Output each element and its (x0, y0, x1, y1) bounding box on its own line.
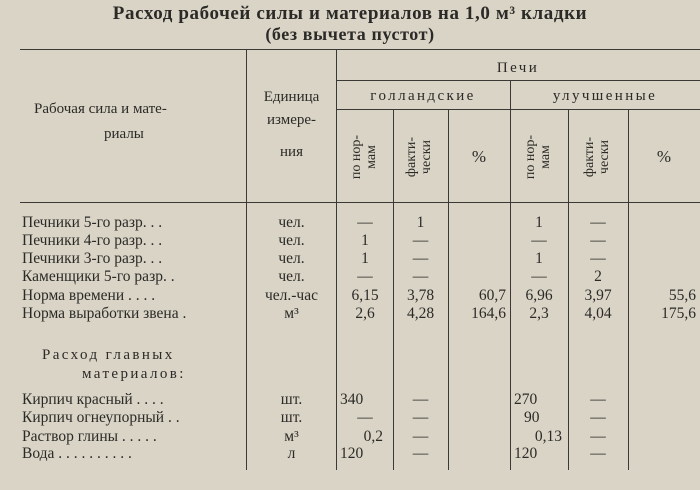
header-sub-improved: улучшенные (552, 88, 658, 104)
row-improved-norm: 1 (535, 214, 543, 231)
row-dutch-fact: — (412, 268, 429, 285)
header-dutch-norm: по нор- мам (349, 134, 379, 180)
table-row (0, 409, 700, 426)
row-unit: л (287, 445, 296, 462)
row-dutch-norm: 1 (361, 250, 369, 267)
materials-section-subtitle: материалов: (82, 366, 186, 382)
row-improved-norm: 6,96 (525, 287, 553, 304)
row-name: Вода . . . . . . . . . . (22, 445, 132, 462)
group-rule (336, 80, 700, 81)
row-unit: м³ (284, 428, 299, 445)
row-name: Печники 3-го разр. . . (22, 250, 163, 267)
table-row (0, 287, 700, 304)
row-dutch-fact: 1 (416, 214, 425, 231)
row-improved-norm: 2,3 (529, 305, 549, 322)
row-improved-pct: 55,6 (668, 287, 696, 304)
row-improved-norm: 270 (514, 391, 538, 408)
row-dutch-norm: 340 (340, 391, 364, 408)
row-name: Печники 4-го разр. . . (22, 232, 163, 249)
row-name: Норма выработки звена . (22, 305, 187, 322)
header-improved-norm: по нор- мам (523, 134, 553, 180)
row-name: Кирпич красный . . . . (22, 391, 164, 408)
header-improved-pct: % (656, 147, 672, 166)
row-improved-fact: 3,97 (584, 287, 612, 304)
row-improved-norm: 1 (535, 250, 543, 267)
table-row (0, 305, 700, 322)
table-subtitle: (без вычета пустот) (265, 24, 435, 44)
row-dutch-fact: — (412, 250, 429, 267)
row-unit: чел. (278, 250, 305, 267)
header-col2-line3: ния (280, 144, 303, 160)
row-dutch-norm: 2,6 (355, 305, 375, 322)
header-bottom-rule (20, 202, 700, 203)
table-row (0, 268, 700, 285)
header-col1-line2: риалы (104, 126, 144, 142)
materials-section-title: Расход главных (42, 347, 175, 363)
header-group-stoves: Печи (496, 60, 540, 76)
row-unit: чел.-час (264, 287, 318, 304)
subgroup-rule (336, 109, 700, 110)
row-improved-norm: — (531, 268, 547, 285)
row-dutch-pct: 60,7 (478, 287, 506, 304)
row-dutch-norm: 1 (361, 232, 369, 249)
row-unit: шт. (280, 409, 303, 426)
row-unit: м³ (284, 305, 299, 322)
row-improved-norm: — (531, 232, 547, 249)
row-name: Каменщики 5-го разр. . (22, 268, 175, 285)
row-dutch-fact: — (412, 409, 429, 426)
table-row (0, 445, 700, 462)
row-improved-fact: — (590, 428, 606, 445)
table-row (0, 250, 700, 267)
row-improved-fact: — (590, 445, 606, 462)
row-dutch-norm: — (357, 409, 373, 426)
table-title: Расход рабочей силы и материалов на 1,0 м³ кладки (112, 3, 588, 24)
row-improved-norm: 120 (514, 445, 538, 462)
row-dutch-fact: 4,28 (406, 305, 435, 322)
row-dutch-fact: — (412, 391, 429, 408)
row-name: Печники 5-го разр. . . (22, 214, 163, 231)
row-dutch-norm: — (357, 268, 373, 285)
row-dutch-norm: 0,2 (363, 428, 383, 445)
row-dutch-fact: — (412, 428, 429, 445)
table-row (0, 214, 700, 231)
table-row (0, 428, 700, 445)
header-sub-dutch: голландские (370, 88, 476, 104)
row-dutch-norm: — (357, 214, 373, 231)
row-improved-norm: 0,13 (534, 428, 562, 445)
row-improved-fact: — (590, 250, 606, 267)
row-dutch-norm: 120 (340, 445, 364, 462)
row-dutch-norm: 6,15 (351, 287, 379, 304)
header-improved-fact: факти- чески (582, 136, 612, 178)
row-name: Кирпич огнеупорный . . (22, 409, 180, 426)
row-unit: чел. (278, 214, 305, 231)
row-improved-norm: 90 (524, 409, 540, 426)
table-row (0, 391, 700, 408)
table-row (0, 232, 700, 249)
row-improved-fact: — (590, 214, 606, 231)
header-dutch-fact: факти- чески (404, 136, 434, 178)
header-dutch-pct: % (471, 147, 487, 166)
row-unit: чел. (278, 232, 305, 249)
row-dutch-pct: 164,6 (471, 305, 506, 322)
header-col2-line1: Единица (263, 89, 320, 105)
header-top-rule (20, 49, 700, 50)
row-improved-fact: — (590, 232, 606, 249)
row-improved-fact: 2 (594, 268, 602, 285)
row-name: Раствор глины . . . . . (22, 428, 157, 445)
row-name: Норма времени . . . . (22, 287, 156, 304)
row-dutch-fact: 3,78 (406, 287, 435, 304)
row-improved-pct: 175,6 (661, 305, 696, 322)
row-dutch-fact: — (412, 232, 429, 249)
header-col2-line2: измере- (266, 112, 317, 128)
row-improved-fact: — (590, 391, 606, 408)
header-col1-line1: Рабочая сила и мате- (34, 101, 167, 117)
row-improved-fact: 4,04 (584, 305, 612, 322)
row-improved-fact: — (590, 409, 606, 426)
row-unit: шт. (280, 391, 303, 408)
row-unit: чел. (278, 268, 305, 285)
row-dutch-fact: — (412, 445, 429, 462)
